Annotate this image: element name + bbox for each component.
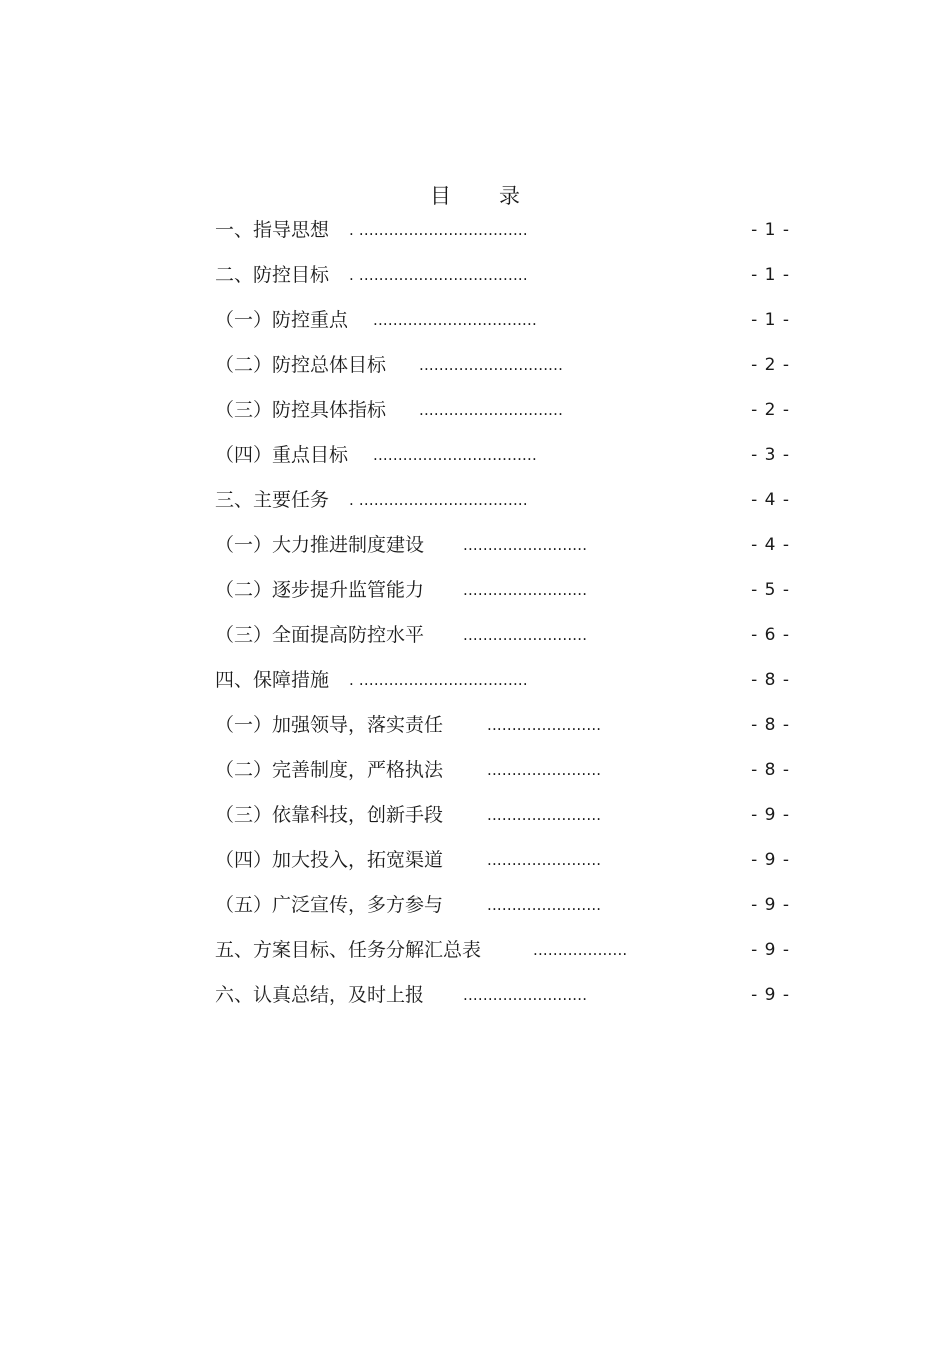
toc-page-number: - 5 - [751, 580, 790, 600]
toc-dot-leader: ....................... [487, 806, 602, 824]
toc-dot-leader: ....................... [487, 716, 602, 734]
toc-page-number: - 1 - [751, 310, 790, 330]
toc-dot-leader: . .................................. [349, 491, 528, 509]
toc-entry-label: （二）完善制度，严格执法 [215, 759, 444, 781]
toc-entry[interactable] [215, 752, 790, 797]
toc-page-number: - 9 - [751, 940, 790, 960]
toc-entry-label: （一）防控重点 [215, 309, 349, 331]
toc-entry-label: 一、指导思想 [215, 219, 330, 241]
toc-dot-leader: ............................. [419, 401, 564, 419]
toc-page-number: - 4 - [751, 490, 790, 510]
toc-entry[interactable] [215, 887, 790, 932]
toc-dot-leader: ....................... [487, 851, 602, 869]
toc-page-number: - 3 - [751, 445, 790, 465]
toc-page-number: - 8 - [751, 715, 790, 735]
toc-entry-label: （四）重点目标 [215, 444, 349, 466]
toc-page-number: - 9 - [751, 985, 790, 1005]
toc-page-number: - 1 - [751, 265, 790, 285]
toc-entry[interactable] [215, 347, 790, 392]
toc-entry-label: （一）大力推进制度建设 [215, 534, 425, 556]
toc-entry[interactable] [215, 707, 790, 752]
toc-dot-leader: ............................. [419, 356, 564, 374]
toc-dot-leader: ................... [533, 941, 628, 959]
toc-page-number: - 2 - [751, 355, 790, 375]
toc-entry-label: （三）防控具体指标 [215, 399, 387, 421]
toc-entry-label: 六、认真总结，及时上报 [215, 984, 425, 1006]
toc-entry[interactable] [215, 842, 790, 887]
toc-entry-label: （三）全面提高防控水平 [215, 624, 425, 646]
toc-entry[interactable] [215, 572, 790, 617]
toc-dot-leader: ......................... [463, 581, 588, 599]
toc-entry[interactable] [215, 797, 790, 842]
toc-entry-label: 四、保障措施 [215, 669, 330, 691]
toc-page-number: - 2 - [751, 400, 790, 420]
toc-dot-leader: ......................... [463, 536, 588, 554]
toc-dot-leader: ................................. [373, 446, 537, 464]
toc-dot-leader: ....................... [487, 896, 602, 914]
toc-entry-label: （二）逐步提升监管能力 [215, 579, 425, 601]
toc-page-number: - 9 - [751, 895, 790, 915]
toc-entry-label: （三）依靠科技，创新手段 [215, 804, 444, 826]
toc-entry-label: 五、方案目标、任务分解汇总表 [215, 939, 482, 961]
toc-entry[interactable] [215, 932, 790, 977]
toc-entry[interactable] [215, 482, 790, 527]
toc-page-number: - 8 - [751, 760, 790, 780]
toc-page-number: - 4 - [751, 535, 790, 555]
toc-title-char-1: 目 [430, 184, 451, 208]
toc-dot-leader: . .................................. [349, 221, 528, 239]
toc-page-number: - 9 - [751, 850, 790, 870]
toc-dot-leader: ......................... [463, 986, 588, 1004]
toc-page-number: - 8 - [751, 670, 790, 690]
toc-entry[interactable] [215, 392, 790, 437]
toc-title-char-2: 录 [499, 184, 520, 208]
toc-dot-leader: ....................... [487, 761, 602, 779]
toc-page-number: - 1 - [751, 220, 790, 240]
toc-entry[interactable] [215, 212, 790, 257]
toc-entry-label: （四）加大投入，拓宽渠道 [215, 849, 444, 871]
toc-dot-leader: ................................. [373, 311, 537, 329]
toc-entry[interactable] [215, 437, 790, 482]
toc-entry[interactable] [215, 662, 790, 707]
toc-dot-leader: ......................... [463, 626, 588, 644]
table-of-contents [215, 212, 790, 1022]
toc-entry-label: （二）防控总体目标 [215, 354, 387, 376]
toc-entry-label: （一）加强领导，落实责任 [215, 714, 444, 736]
toc-dot-leader: . .................................. [349, 671, 528, 689]
toc-entry-label: （五）广泛宣传，多方参与 [215, 894, 444, 916]
toc-entry[interactable] [215, 302, 790, 347]
toc-entry[interactable] [215, 617, 790, 662]
toc-entry[interactable] [215, 257, 790, 302]
toc-entry-label: 三、主要任务 [215, 489, 330, 511]
toc-page-number: - 9 - [751, 805, 790, 825]
toc-title [0, 180, 950, 210]
toc-entry-label: 二、防控目标 [215, 264, 330, 286]
toc-entry[interactable] [215, 527, 790, 572]
toc-entry[interactable] [215, 977, 790, 1022]
toc-dot-leader: . .................................. [349, 266, 528, 284]
toc-page-number: - 6 - [751, 625, 790, 645]
